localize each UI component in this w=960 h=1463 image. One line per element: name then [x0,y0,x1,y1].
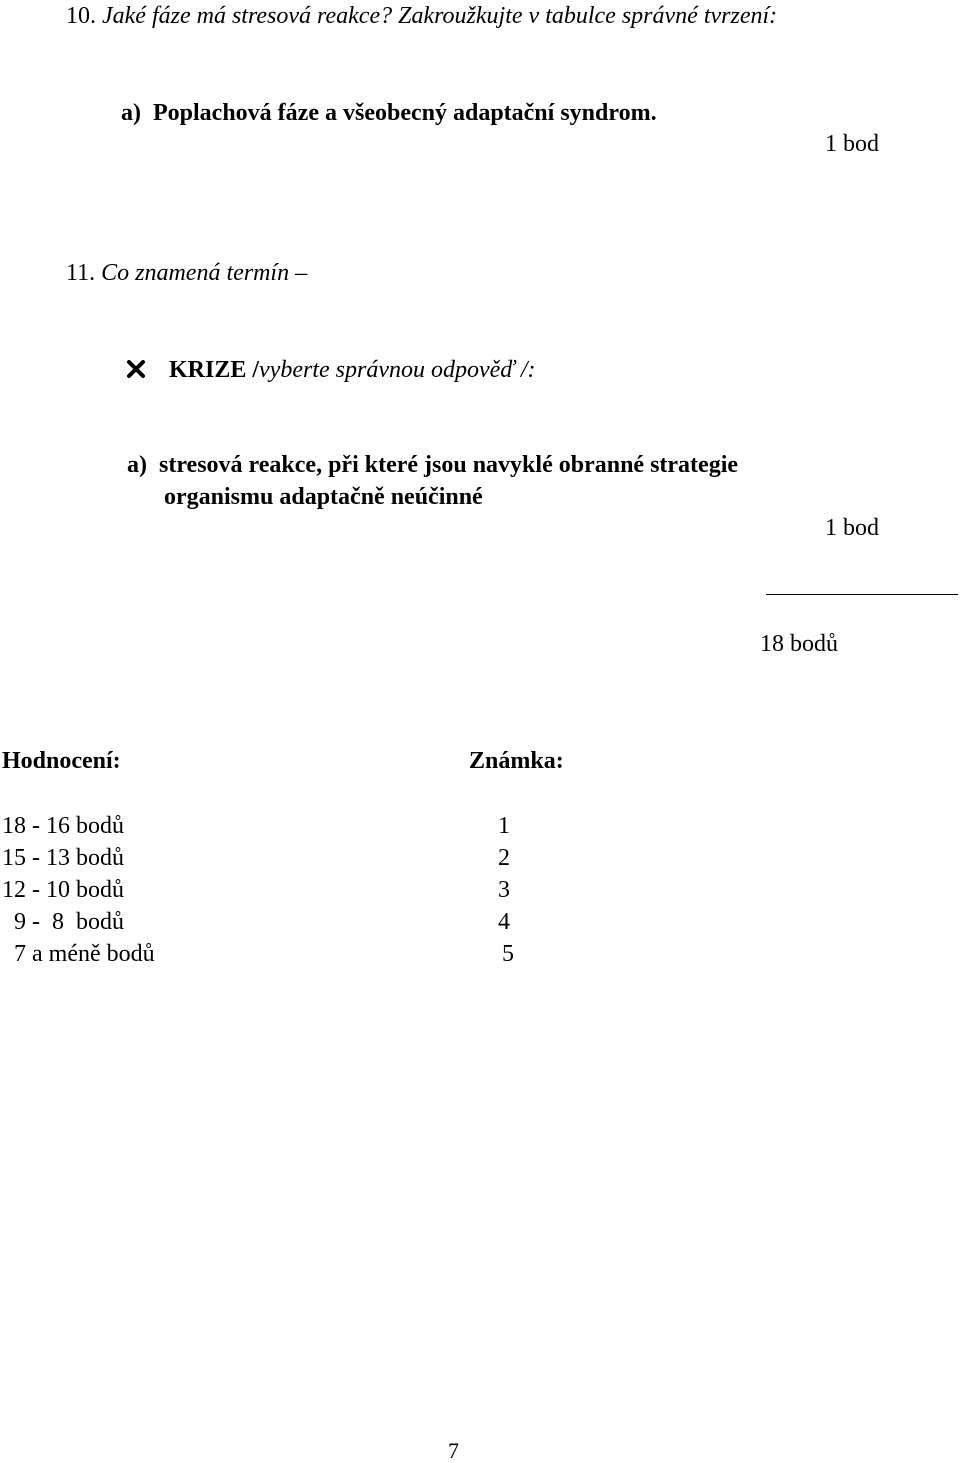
answer-11a-line2: organismu adaptačně neúčinné [164,484,483,510]
grading-row-grade: 3 [498,877,510,903]
question-number: 11. [66,260,96,286]
answer-10a [121,101,657,125]
grading-row-grade: 4 [498,909,510,935]
grading-header-right: Známka: [469,748,564,774]
question-11 [66,261,307,285]
question-10 [66,4,777,28]
grading-row-range: 15 - 13 bodů [2,845,124,871]
grading-row-range: 18 - 16 bodů [2,813,124,839]
grading-row-range: 7 a méně bodů [14,941,155,967]
answer-11a-line1 [127,453,738,477]
question-text: Jaké fáze má stresová reakce? Zakroužkujte v tabulce správné tvrzení: [102,3,778,29]
points-10: 1 bod [825,131,879,157]
term-line [127,358,536,383]
total-rule [766,594,958,595]
answer-letter: a) [127,452,147,478]
term: KRIZE [169,357,247,383]
answer-text: Poplachová fáze a všeobecný adaptační syndrom. [153,100,657,126]
page-number: 7 [448,1438,459,1463]
answer-letter: a) [121,100,141,126]
instruction: vyberte správnou odpověď /: [259,357,536,383]
instruction-separator: / [246,357,260,383]
grading-header-left: Hodnocení: [2,748,121,774]
heavy-x-icon [127,359,149,383]
grading-row-grade: 5 [502,941,514,967]
answer-text-line1: stresová reakce, při které jsou navyklé obranné strategie [159,452,739,478]
grading-row-range: 12 - 10 bodů [2,877,124,903]
grading-row-range: 9 - 8 bodů [14,909,124,935]
question-text: Co znamená termín – [101,260,308,286]
heavy-x-icon-svg [127,360,145,378]
question-number: 10. [66,3,96,29]
points-11: 1 bod [825,515,879,541]
total-points: 18 bodů [760,631,838,657]
grading-row-grade: 2 [498,845,510,871]
grading-row-grade: 1 [498,813,510,839]
